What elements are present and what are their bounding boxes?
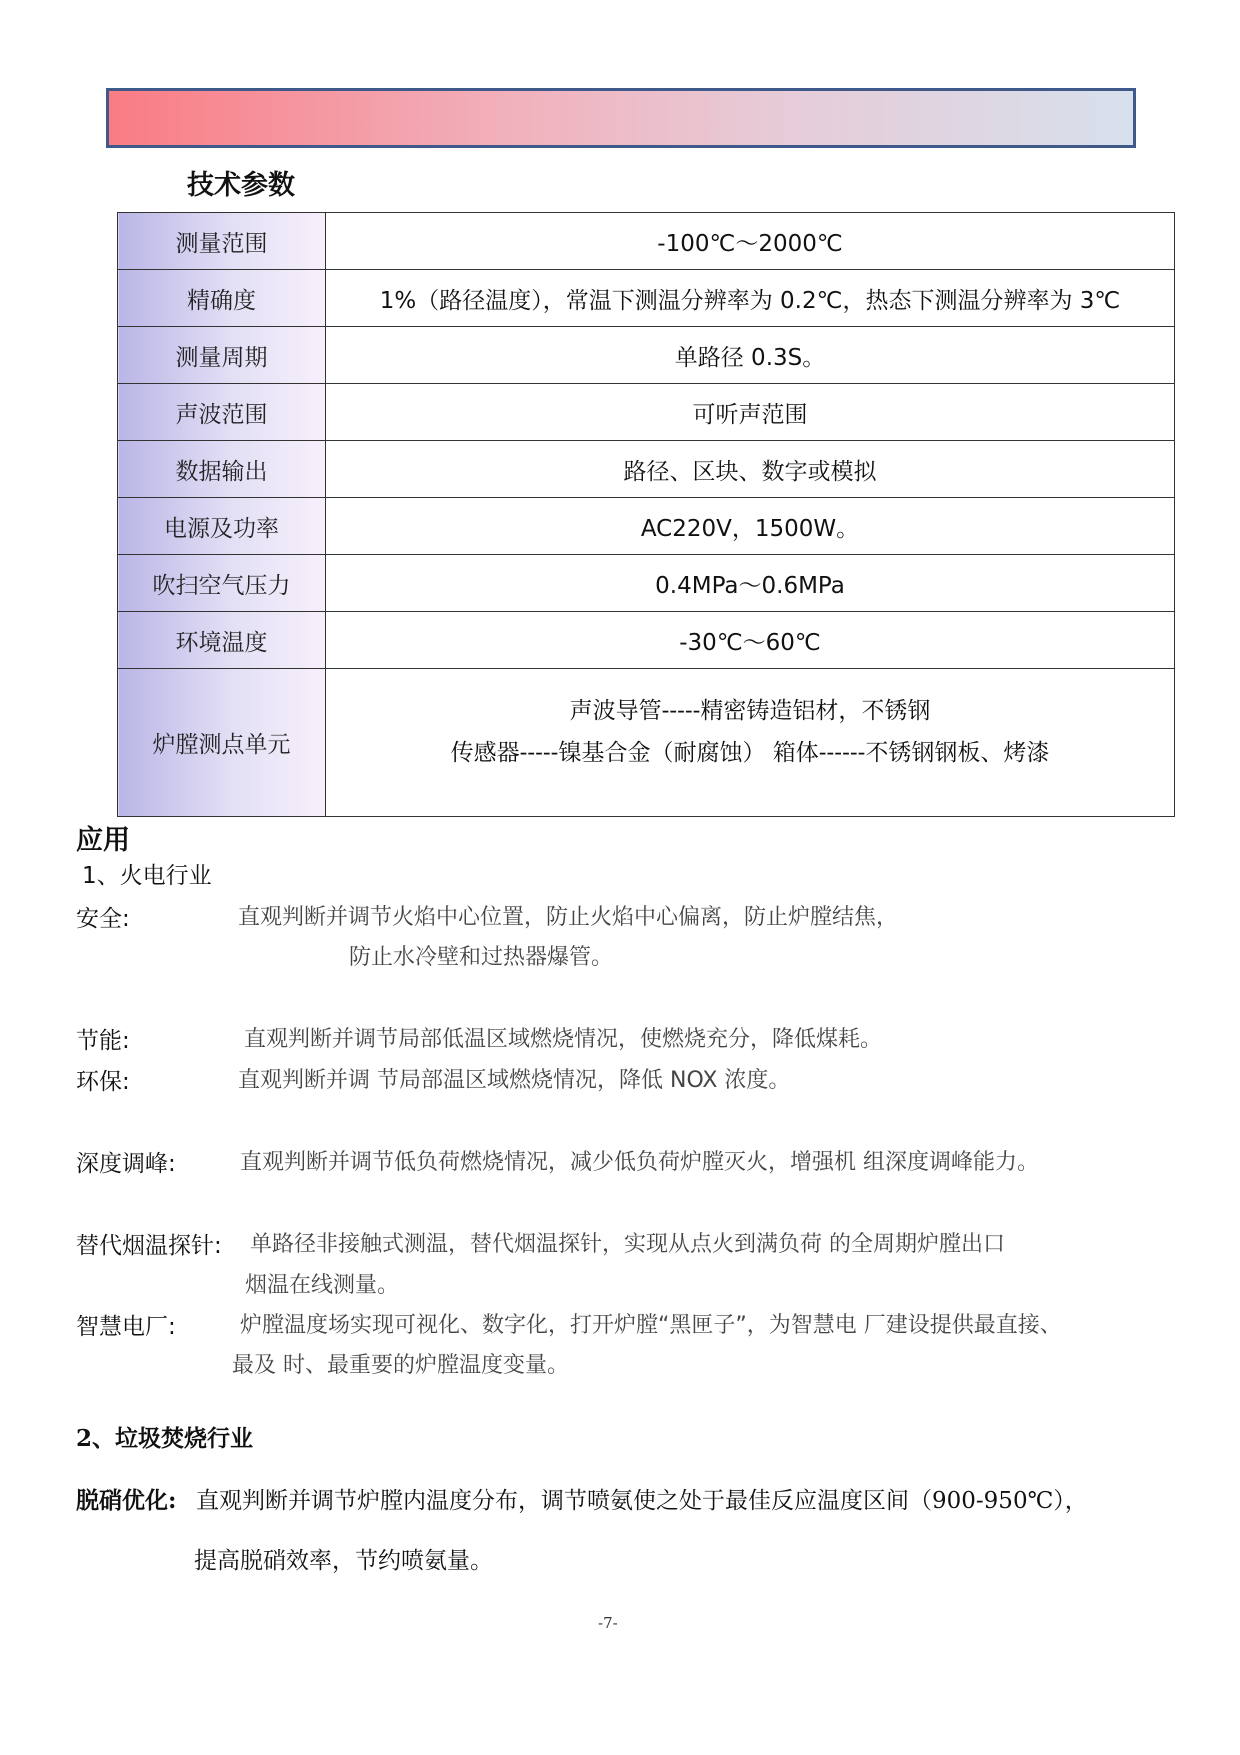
item-text: 炉膛温度场实现可视化、数字化，打开炉膛“黑匣子”，为智慧电 厂建设提供最直接、 [240, 1313, 1062, 1338]
table-row [118, 612, 1175, 669]
table-row [118, 213, 1175, 270]
param-value: -100℃～2000℃ [326, 213, 1175, 270]
param-value: -30℃～60℃ [326, 612, 1175, 669]
item-label: 节能: [76, 1028, 130, 1054]
item-label: 智慧电厂: [76, 1314, 176, 1340]
furnace-line-2: 传感器-----镍基合金（耐腐蚀） 箱体------不锈钢钢板、烤漆 [450, 740, 1050, 766]
header-banner [106, 88, 1136, 148]
param-value: 路径、区块、数字或模拟 [326, 441, 1175, 498]
table-row [118, 327, 1175, 384]
item-text: 防止水冷壁和过热器爆管。 [349, 945, 614, 970]
param-label: 电源及功率 [118, 498, 326, 555]
param-label: 测量范围 [118, 213, 326, 270]
subsection-title: 2、垃圾焚烧行业 [76, 1425, 254, 1452]
param-value: 可听声范围 [326, 384, 1175, 441]
param-label: 测量周期 [118, 327, 326, 384]
params-table [117, 212, 1175, 817]
param-label: 数据输出 [118, 441, 326, 498]
page-number: -7- [598, 1614, 618, 1632]
section-title: 技术参数 [187, 170, 295, 201]
table-row [118, 441, 1175, 498]
param-label: 炉膛测点单元 [118, 669, 326, 817]
param-value: AC220V，1500W。 [326, 498, 1175, 555]
param-label: 精确度 [118, 270, 326, 327]
item-label: 深度调峰: [76, 1151, 176, 1177]
item-label: 脱硝优化: [76, 1487, 177, 1514]
param-label: 环境温度 [118, 612, 326, 669]
subsection-title: 1、火电行业 [82, 863, 212, 889]
item-text: 直观判断并调节火焰中心位置，防止火焰中心偏离，防止炉膛结焦， [238, 905, 899, 930]
item-text: 提高脱硝效率，节约喷氨量。 [194, 1548, 493, 1574]
item-label: 替代烟温探针: [76, 1233, 222, 1259]
param-label: 声波范围 [118, 384, 326, 441]
item-text: 单路径非接触式测温，替代烟温探针，实现从点火到满负荷 的全周期炉膛出口 [250, 1232, 1005, 1257]
param-value: 1%（路径温度），常温下测温分辨率为 0.2℃，热态下测温分辨率为 3℃ [326, 270, 1175, 327]
table-row [118, 669, 1175, 817]
param-value: 0.4MPa～0.6MPa [326, 555, 1175, 612]
param-label: 吹扫空气压力 [118, 555, 326, 612]
param-value [326, 669, 1175, 817]
item-text: 烟温在线测量。 [245, 1273, 400, 1298]
item-text: 最及 时、最重要的炉膛温度变量。 [232, 1353, 569, 1378]
item-label: 环保: [76, 1069, 130, 1095]
table-row [118, 555, 1175, 612]
item-text: 直观判断并调节低负荷燃烧情况，减少低负荷炉膛灭火，增强机 组深度调峰能力。 [240, 1150, 1039, 1175]
table-row [118, 498, 1175, 555]
table-row [118, 270, 1175, 327]
application-title: 应用 [76, 825, 130, 856]
furnace-line-1: 声波导管-----精密铸造铝材，不锈钢 [569, 698, 931, 724]
item-label: 安全: [76, 906, 130, 932]
item-text: 直观判断并调节局部低温区域燃烧情况，使燃烧充分，降低煤耗。 [244, 1027, 883, 1052]
item-text: 直观判断并调节炉膛内温度分布，调节喷氨使之处于最佳反应温度区间（900-950℃）， [196, 1488, 1088, 1514]
param-value: 单路径 0.3S。 [326, 327, 1175, 384]
table-row [118, 384, 1175, 441]
item-text: 直观判断并调 节局部温区域燃烧情况，降低 NOX 浓度。 [238, 1068, 791, 1093]
